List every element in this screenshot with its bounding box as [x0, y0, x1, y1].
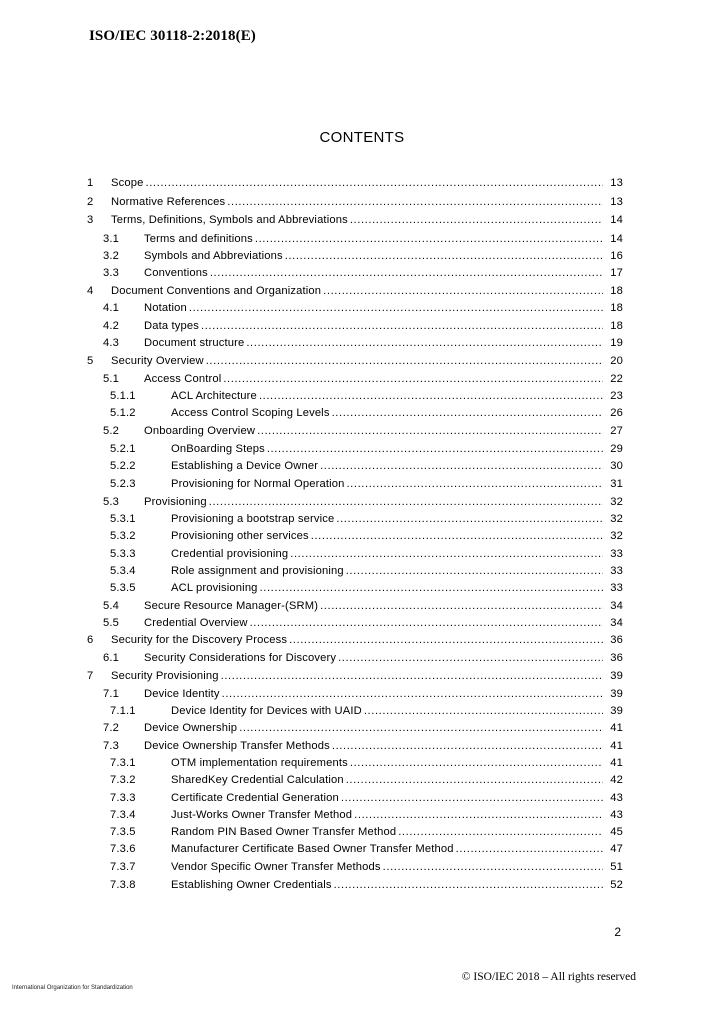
toc-entry-number: 4: [87, 284, 94, 297]
toc-entry-title: Establishing Owner Credentials: [171, 879, 332, 891]
toc-entry-number: 7.3.1: [110, 757, 136, 769]
toc-entry-line: [144, 265, 603, 281]
toc-entry-title: Provisioning: [144, 496, 207, 508]
toc-entry-title: Normative References: [111, 195, 226, 208]
toc-entry-number: 5.2.2: [110, 460, 136, 472]
toc-leader-dots: [346, 476, 603, 492]
toc-entry[interactable]: [0, 703, 724, 719]
toc-entry[interactable]: [0, 546, 724, 562]
toc-entry-number: 7.1.1: [110, 705, 136, 717]
toc-leader-dots: [145, 175, 603, 191]
toc-entry-line: [171, 877, 603, 893]
toc-entry-line: [144, 720, 603, 736]
toc-entry[interactable]: [0, 265, 724, 281]
toc-entry-page: 47: [610, 843, 623, 855]
toc-leader-dots: [221, 668, 603, 684]
toc-entry-title: Just-Works Owner Transfer Method: [171, 809, 353, 821]
toc-leader-dots: [223, 371, 603, 387]
toc-entry-number: 5.3.2: [110, 530, 136, 542]
toc-entry-page: 39: [610, 705, 623, 717]
toc-entry-page: 18: [610, 302, 623, 314]
toc-entry-line: [171, 807, 603, 823]
toc-entry-line: [171, 563, 603, 579]
toc-entry[interactable]: [0, 807, 724, 823]
toc-entry-line: [171, 476, 603, 492]
toc-entry-line: [171, 824, 603, 840]
toc-entry-title: Provisioning other services: [171, 530, 309, 542]
document-id: ISO/IEC 30118-2:2018(E): [89, 28, 256, 44]
toc-entry-number: 5.2.3: [110, 478, 136, 490]
toc-entry-line: [144, 335, 603, 351]
toc-entry-page: 42: [610, 774, 623, 786]
toc-entry-page: 36: [610, 652, 623, 664]
page-number: 2: [614, 925, 621, 939]
toc-entry-page: 13: [610, 195, 623, 208]
toc-entry[interactable]: [0, 248, 724, 264]
toc-entry[interactable]: [0, 476, 724, 492]
toc-entry-number: 5.2.1: [110, 443, 136, 455]
toc-entry-page: 33: [610, 548, 623, 560]
toc-entry-title: Notation: [144, 302, 187, 314]
toc-entry-number: 6.1: [103, 652, 120, 664]
toc-entry-line: [111, 175, 603, 191]
toc-entry-title: Terms and definitions: [144, 232, 253, 245]
toc-entry-number: 7.3: [103, 740, 120, 752]
toc-entry-title: OnBoarding Steps: [171, 443, 265, 455]
toc-entry-title: Access Control: [144, 373, 222, 385]
toc-entry-page: 52: [610, 879, 623, 891]
toc-entry-title: Establishing a Device Owner: [171, 460, 319, 472]
toc-leader-dots: [320, 598, 603, 614]
toc-entry-line: [171, 580, 603, 596]
toc-leader-dots: [332, 738, 603, 754]
toc-entry-line: [171, 388, 603, 404]
toc-entry-title: Access Control Scoping Levels: [171, 407, 330, 419]
toc-entry-number: 7.3.7: [110, 861, 136, 873]
toc-entry-title: Security for the Discovery Process: [111, 634, 288, 646]
toc-entry-number: 5.1: [103, 373, 120, 385]
toc-entry-title: Random PIN Based Owner Transfer Method: [171, 826, 397, 838]
toc-entry-number: 7.3.8: [110, 879, 136, 891]
toc-entry-title: Document structure: [144, 336, 245, 349]
toc-leader-dots: [354, 807, 603, 823]
toc-leader-dots: [210, 265, 603, 281]
toc-entry-title: Vendor Specific Owner Transfer Methods: [171, 861, 381, 873]
toc-entry-number: 2: [87, 195, 94, 208]
toc-entry-page: 32: [610, 530, 623, 542]
toc-entry[interactable]: [0, 650, 724, 666]
toc-leader-dots: [350, 755, 603, 771]
toc-entry-line: [144, 318, 603, 334]
toc-leader-dots: [336, 511, 603, 527]
toc-leader-dots: [209, 494, 603, 510]
toc-entry-page: 33: [610, 582, 623, 594]
toc-leader-dots: [259, 388, 603, 404]
toc-entry[interactable]: [0, 580, 724, 596]
toc-entry[interactable]: [0, 458, 724, 474]
toc-entry-number: 3.2: [103, 249, 120, 262]
toc-entry[interactable]: [0, 615, 724, 631]
toc-entry-number: 5.3.4: [110, 565, 136, 577]
toc-leader-dots: [189, 300, 603, 316]
toc-leader-dots: [341, 790, 603, 806]
toc-entry-line: [144, 686, 603, 702]
toc-leader-dots: [250, 615, 603, 631]
toc-entry-line: [111, 283, 603, 299]
toc-entry-page: 32: [610, 496, 623, 508]
toc-leader-dots: [206, 353, 603, 369]
toc-entry-line: [144, 494, 603, 510]
toc-entry-title: Symbols and Abbreviations: [144, 249, 283, 262]
toc-entry-title: ACL provisioning: [171, 582, 258, 594]
toc-entry-line: [171, 441, 603, 457]
toc-leader-dots: [398, 824, 603, 840]
toc-entry-title: Provisioning a bootstrap service: [171, 513, 335, 525]
toc-entry-page: 26: [610, 407, 623, 419]
toc-entry-title: Provisioning for Normal Operation: [171, 478, 345, 490]
toc-entry[interactable]: [0, 231, 724, 247]
organization-name: International Organization for Standardization: [12, 985, 133, 991]
toc-entry[interactable]: [0, 300, 724, 316]
toc-entry[interactable]: [0, 824, 724, 840]
toc-entry-page: 34: [610, 600, 623, 612]
toc-entry[interactable]: [0, 738, 724, 754]
toc-entry[interactable]: [0, 371, 724, 387]
toc-entry-line: [111, 353, 603, 369]
toc-leader-dots: [227, 194, 603, 210]
toc-leader-dots: [246, 335, 603, 351]
toc-entry-title: Credential provisioning: [171, 548, 289, 560]
toc-entry[interactable]: [0, 353, 724, 369]
toc-entry-number: 4.1: [103, 302, 120, 314]
toc-entry[interactable]: [0, 598, 724, 614]
toc-leader-dots: [383, 859, 603, 875]
toc-entry-page: 43: [610, 809, 623, 821]
toc-entry-line: [171, 405, 603, 421]
toc-entry[interactable]: [0, 511, 724, 527]
toc-entry-number: 4.2: [103, 319, 120, 332]
toc-leader-dots: [260, 580, 603, 596]
toc-entry-number: 5.3: [103, 496, 120, 508]
toc-entry-page: 39: [610, 688, 623, 700]
toc-entry-number: 5.2: [103, 425, 120, 437]
toc-entry-page: 30: [610, 460, 623, 472]
toc-entry-line: [171, 755, 603, 771]
toc-entry-page: 36: [610, 634, 623, 646]
toc-entry-line: [171, 790, 603, 806]
toc-entry-line: [144, 231, 603, 247]
toc-entry-page: 41: [610, 722, 623, 734]
toc-entry-page: 23: [610, 390, 623, 402]
toc-entry-page: 17: [610, 266, 623, 279]
toc-entry-page: 32: [610, 513, 623, 525]
toc-entry-page: 45: [610, 826, 623, 838]
toc-entry-number: 7.3.3: [110, 792, 136, 804]
toc-entry-line: [171, 511, 603, 527]
toc-entry-line: [171, 859, 603, 875]
toc-entry[interactable]: [0, 423, 724, 439]
toc-leader-dots: [346, 772, 603, 788]
toc-entry[interactable]: [0, 755, 724, 771]
toc-entry-title: Manufacturer Certificate Based Owner Transfer Method: [171, 843, 454, 855]
toc-leader-dots: [222, 686, 603, 702]
toc-entry-number: 7.3.2: [110, 774, 136, 786]
toc-entry[interactable]: [0, 563, 724, 579]
toc-entry-line: [111, 212, 603, 228]
toc-entry-number: 7.3.6: [110, 843, 136, 855]
toc-entry-line: [144, 248, 603, 264]
toc-entry[interactable]: [0, 790, 724, 806]
toc-entry-title: Data types: [144, 319, 199, 332]
toc-entry[interactable]: [0, 841, 724, 857]
toc-entry-number: 3.1: [103, 232, 120, 245]
toc-entry-number: 5.3.1: [110, 513, 136, 525]
toc-entry-title: Security Overview: [111, 355, 204, 367]
toc-entry-number: 1: [87, 177, 94, 189]
toc-entry-number: 7.3.5: [110, 826, 136, 838]
toc-entry-number: 4.3: [103, 336, 120, 349]
toc-entry[interactable]: [0, 335, 724, 351]
toc-entry-line: [171, 546, 603, 562]
toc-entry-line: [144, 423, 603, 439]
toc-entry-title: Credential Overview: [144, 617, 248, 629]
toc-entry[interactable]: [0, 318, 724, 334]
toc-entry-number: 5.3.5: [110, 582, 136, 594]
toc-entry[interactable]: [0, 632, 724, 648]
toc-entry-page: 43: [610, 792, 623, 804]
toc-entry-page: 27: [610, 425, 623, 437]
toc-leader-dots: [456, 841, 603, 857]
toc-entry-number: 7.2: [103, 722, 120, 734]
toc-leader-dots: [285, 248, 603, 264]
toc-entry-page: 18: [610, 319, 623, 332]
toc-entry-page: 18: [610, 284, 623, 297]
toc-entry-title: ACL Architecture: [171, 390, 257, 402]
toc-leader-dots: [320, 458, 603, 474]
toc-entry[interactable]: [0, 772, 724, 788]
toc-entry-line: [144, 615, 603, 631]
toc-leader-dots: [364, 703, 603, 719]
toc-leader-dots: [290, 546, 603, 562]
toc-entry-page: 14: [610, 214, 623, 226]
toc-entry[interactable]: [0, 877, 724, 893]
toc-entry-title: Scope: [111, 177, 144, 189]
toc-entry-number: 3: [87, 214, 94, 226]
toc-leader-dots: [289, 632, 603, 648]
toc-entry-number: 7.3.4: [110, 809, 136, 821]
toc-leader-dots: [346, 563, 603, 579]
contents-title: CONTENTS: [319, 129, 405, 146]
toc-entry-title: Device Ownership: [144, 722, 238, 734]
toc-entry-page: 13: [610, 177, 623, 189]
toc-entry[interactable]: [0, 441, 724, 457]
toc-entry-line: [111, 668, 603, 684]
toc-entry-line: [171, 528, 603, 544]
toc-entry-line: [144, 371, 603, 387]
toc-entry-title: Conventions: [144, 266, 208, 279]
toc-entry-title: Terms, Definitions, Symbols and Abbreviations: [111, 214, 348, 226]
toc-entry-page: 16: [610, 249, 623, 262]
toc-entry-page: 41: [610, 740, 623, 752]
toc-leader-dots: [255, 231, 603, 247]
toc-entry-page: 41: [610, 757, 623, 769]
toc-entry-page: 22: [610, 373, 623, 385]
toc-entry[interactable]: [0, 175, 724, 191]
toc-entry-number: 5.3.3: [110, 548, 136, 560]
toc-entry-title: Certificate Credential Generation: [171, 792, 339, 804]
toc-entry[interactable]: [0, 528, 724, 544]
toc-entry-number: 5.1.1: [110, 390, 136, 402]
toc-entry[interactable]: [0, 686, 724, 702]
toc-entry-title: Role assignment and provisioning: [171, 565, 344, 577]
toc-entry-number: 5.5: [103, 617, 120, 629]
toc-entry-title: Device Identity: [144, 688, 220, 700]
toc-entry-line: [171, 458, 603, 474]
toc-entry-page: 19: [610, 336, 623, 349]
toc-entry-line: [111, 194, 603, 210]
toc-leader-dots: [334, 877, 603, 893]
toc-entry-page: 20: [610, 355, 623, 367]
toc-entry-title: Security Considerations for Discovery: [144, 652, 337, 664]
toc-leader-dots: [239, 720, 603, 736]
toc-entry-page: 34: [610, 617, 623, 629]
toc-leader-dots: [323, 283, 603, 299]
toc-entry[interactable]: [0, 212, 724, 228]
toc-entry-title: OTM implementation requirements: [171, 757, 348, 769]
toc-entry-line: [144, 300, 603, 316]
toc-entry-line: [144, 598, 603, 614]
toc-entry[interactable]: [0, 388, 724, 404]
toc-leader-dots: [267, 441, 603, 457]
toc-entry-line: [171, 841, 603, 857]
toc-entry-title: Document Conventions and Organization: [111, 284, 322, 297]
toc-entry-page: 31: [610, 478, 623, 490]
toc-entry[interactable]: [0, 720, 724, 736]
toc-entry-number: 6: [87, 634, 94, 646]
toc-entry-line: [144, 650, 603, 666]
toc-entry-title: Device Ownership Transfer Methods: [144, 740, 330, 752]
toc-leader-dots: [332, 405, 603, 421]
toc-entry-line: [111, 632, 603, 648]
toc-entry[interactable]: [0, 859, 724, 875]
toc-entry[interactable]: [0, 194, 724, 210]
toc-entry-page: 14: [610, 232, 623, 245]
copyright-notice: © ISO/IEC 2018 – All rights reserved: [461, 971, 636, 983]
toc-entry-number: 5.4: [103, 600, 120, 612]
toc-entry-page: 29: [610, 443, 623, 455]
toc-entry[interactable]: [0, 283, 724, 299]
toc-entry-number: 7: [87, 670, 94, 682]
toc-leader-dots: [257, 423, 603, 439]
toc-entry-line: [144, 738, 603, 754]
toc-leader-dots: [201, 318, 603, 334]
toc-entry-number: 5.1.2: [110, 407, 136, 419]
toc-leader-dots: [311, 528, 603, 544]
toc-entry[interactable]: [0, 405, 724, 421]
toc-entry[interactable]: [0, 494, 724, 510]
toc-entry-number: 5: [87, 355, 94, 367]
toc-entry-page: 39: [610, 670, 623, 682]
toc-leader-dots: [338, 650, 603, 666]
toc-entry-title: Security Provisioning: [111, 670, 219, 682]
toc-entry-page: 33: [610, 565, 623, 577]
toc-leader-dots: [350, 212, 603, 228]
toc-entry-title: Onboarding Overview: [144, 425, 256, 437]
toc-entry-title: SharedKey Credential Calculation: [171, 774, 344, 786]
toc-entry-number: 7.1: [103, 688, 120, 700]
toc-entry-title: Device Identity for Devices with UAID: [171, 705, 362, 717]
toc-entry-line: [171, 703, 603, 719]
toc-entry-number: 3.3: [103, 266, 120, 279]
toc-entry-page: 51: [610, 861, 623, 873]
toc-entry[interactable]: [0, 668, 724, 684]
toc-entry-line: [171, 772, 603, 788]
toc-entry-title: Secure Resource Manager-(SRM): [144, 600, 319, 612]
